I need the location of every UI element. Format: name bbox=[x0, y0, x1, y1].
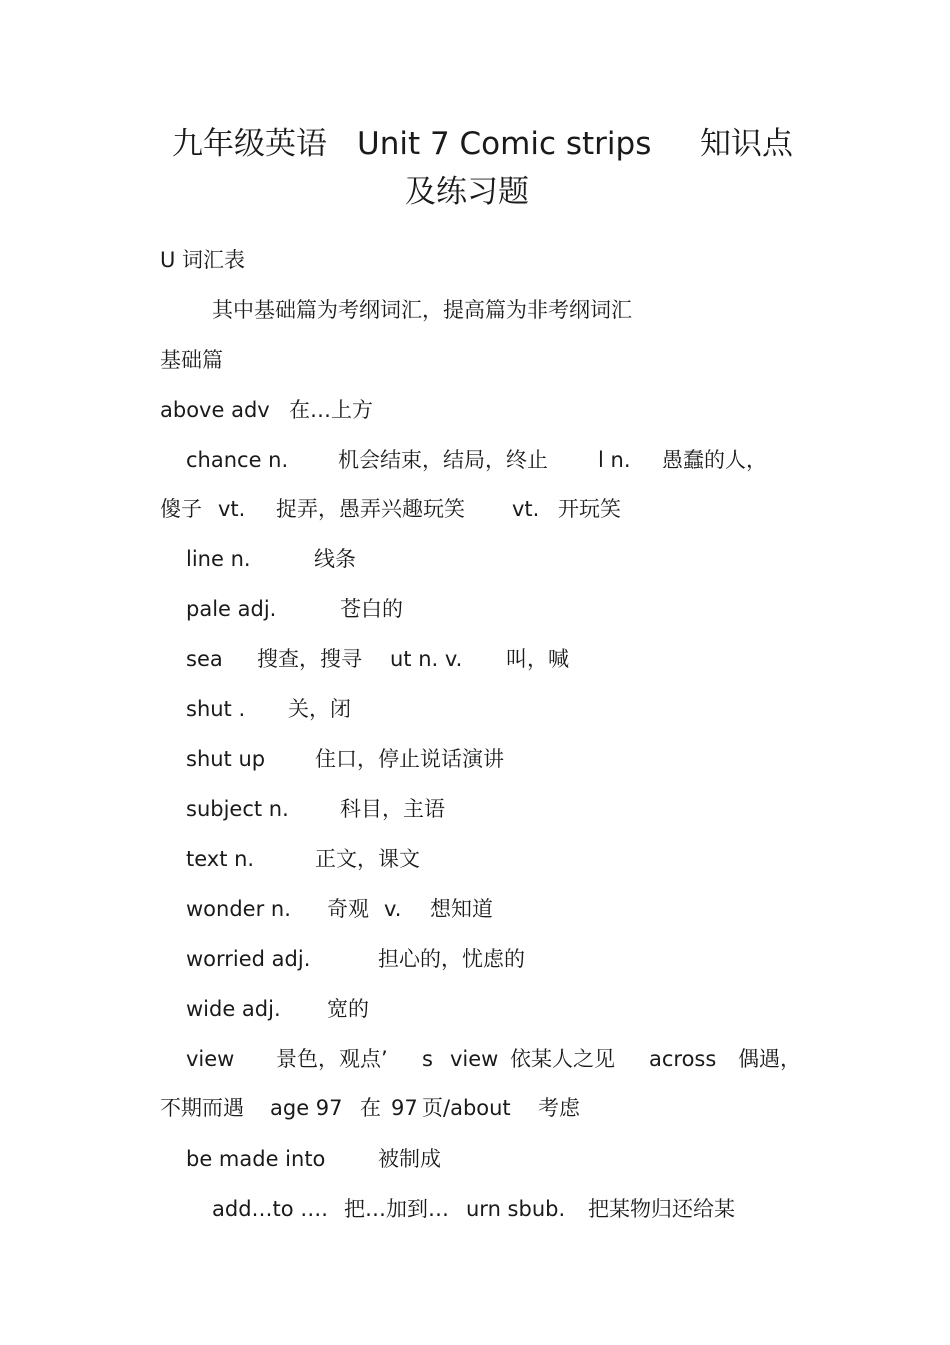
vocab-meaning: 线条 bbox=[314, 547, 356, 571]
vocab-word: shut . bbox=[186, 697, 246, 721]
vocab-meaning: 开玩笑 bbox=[558, 497, 621, 521]
vocab-meaning: 把某物归还给某 bbox=[588, 1197, 735, 1221]
vocab-word: be made into bbox=[186, 1147, 326, 1171]
title-line2: 及练习题 bbox=[405, 174, 529, 210]
vocab-word: v. bbox=[384, 897, 402, 921]
vocab-meaning: 在 bbox=[360, 1096, 381, 1120]
vocab-meaning: 科目，主语 bbox=[340, 797, 445, 821]
vocab-meaning: 景色，观点’ bbox=[276, 1047, 388, 1071]
vocab-meaning: 叫，喊 bbox=[506, 647, 569, 671]
vocab-meaning: 考虑 bbox=[538, 1096, 580, 1120]
vocab-word: worried adj. bbox=[186, 947, 311, 971]
vocab-meaning: 被制成 bbox=[378, 1147, 441, 1171]
vocab-word: age 97 bbox=[270, 1096, 343, 1120]
vocab-word: add…to …. bbox=[212, 1197, 328, 1221]
vocab-word: urn sbub. bbox=[466, 1197, 566, 1221]
vocab-meaning: 宽的 bbox=[327, 997, 369, 1021]
sub-heading: 基础篇 bbox=[160, 348, 223, 372]
vocab-word: vt. bbox=[218, 497, 246, 521]
vocab-word: wide adj. bbox=[186, 997, 281, 1021]
vocab-meaning: 想知道 bbox=[430, 897, 493, 921]
vocab-meaning: 住口，停止说话演讲 bbox=[315, 747, 504, 771]
vocab-meaning: 苍白的 bbox=[340, 597, 403, 621]
vocab-word: line n. bbox=[186, 547, 251, 571]
vocab-meaning: 奇观 bbox=[327, 897, 369, 921]
vocab-meaning: 不期而遇 bbox=[160, 1096, 244, 1120]
vocab-meaning: 在…上方 bbox=[289, 398, 373, 422]
vocab-word: above adv bbox=[160, 398, 270, 422]
vocab-word: across bbox=[649, 1047, 717, 1071]
vocab-word: chance n. bbox=[186, 448, 289, 472]
vocab-word: view bbox=[186, 1047, 235, 1071]
vocab-meaning: 偶遇， bbox=[738, 1047, 801, 1071]
vocab-word: wonder n. bbox=[186, 897, 291, 921]
title-cn-part: 九年级英语 bbox=[172, 126, 327, 162]
vocab-meaning: 关，闭 bbox=[288, 697, 351, 721]
vocab-word: text n. bbox=[186, 847, 255, 871]
vocab-meaning: 愚蠢的人， bbox=[662, 448, 767, 472]
vocab-meaning: 页/about bbox=[422, 1096, 511, 1120]
vocab-meaning: 正文，课文 bbox=[315, 847, 420, 871]
vocab-word: l n. bbox=[598, 448, 631, 472]
vocab-meaning: 搜查，搜寻 bbox=[257, 647, 362, 671]
vocab-word: ut n. v. bbox=[390, 647, 463, 671]
vocab-word: subject n. bbox=[186, 797, 289, 821]
section-heading: U 词汇表 bbox=[160, 248, 246, 272]
vocab-meaning: 捉弄，愚弄兴趣玩笑 bbox=[276, 497, 465, 521]
vocab-word: s bbox=[422, 1047, 433, 1071]
vocab-meaning: 傻子 bbox=[160, 497, 202, 521]
vocab-word: view bbox=[450, 1047, 499, 1071]
vocab-meaning: 把…加到… bbox=[344, 1197, 449, 1221]
vocab-meaning: 机会结束，结局，终止 bbox=[338, 448, 548, 472]
vocab-word: shut up bbox=[186, 747, 266, 771]
title-tail: 知识点 bbox=[700, 126, 793, 162]
title-unit: Unit 7 Comic strips bbox=[357, 126, 652, 162]
vocab-word: sea bbox=[186, 647, 223, 671]
vocab-word: pale adj. bbox=[186, 597, 277, 621]
vocab-meaning: 依某人之见 bbox=[510, 1047, 615, 1071]
vocab-meaning: 担心的，忧虑的 bbox=[378, 947, 525, 971]
vocab-word: 97 bbox=[391, 1096, 418, 1120]
vocab-word: vt. bbox=[512, 497, 540, 521]
intro-note: 其中基础篇为考纲词汇，提高篇为非考纲词汇 bbox=[212, 298, 632, 322]
